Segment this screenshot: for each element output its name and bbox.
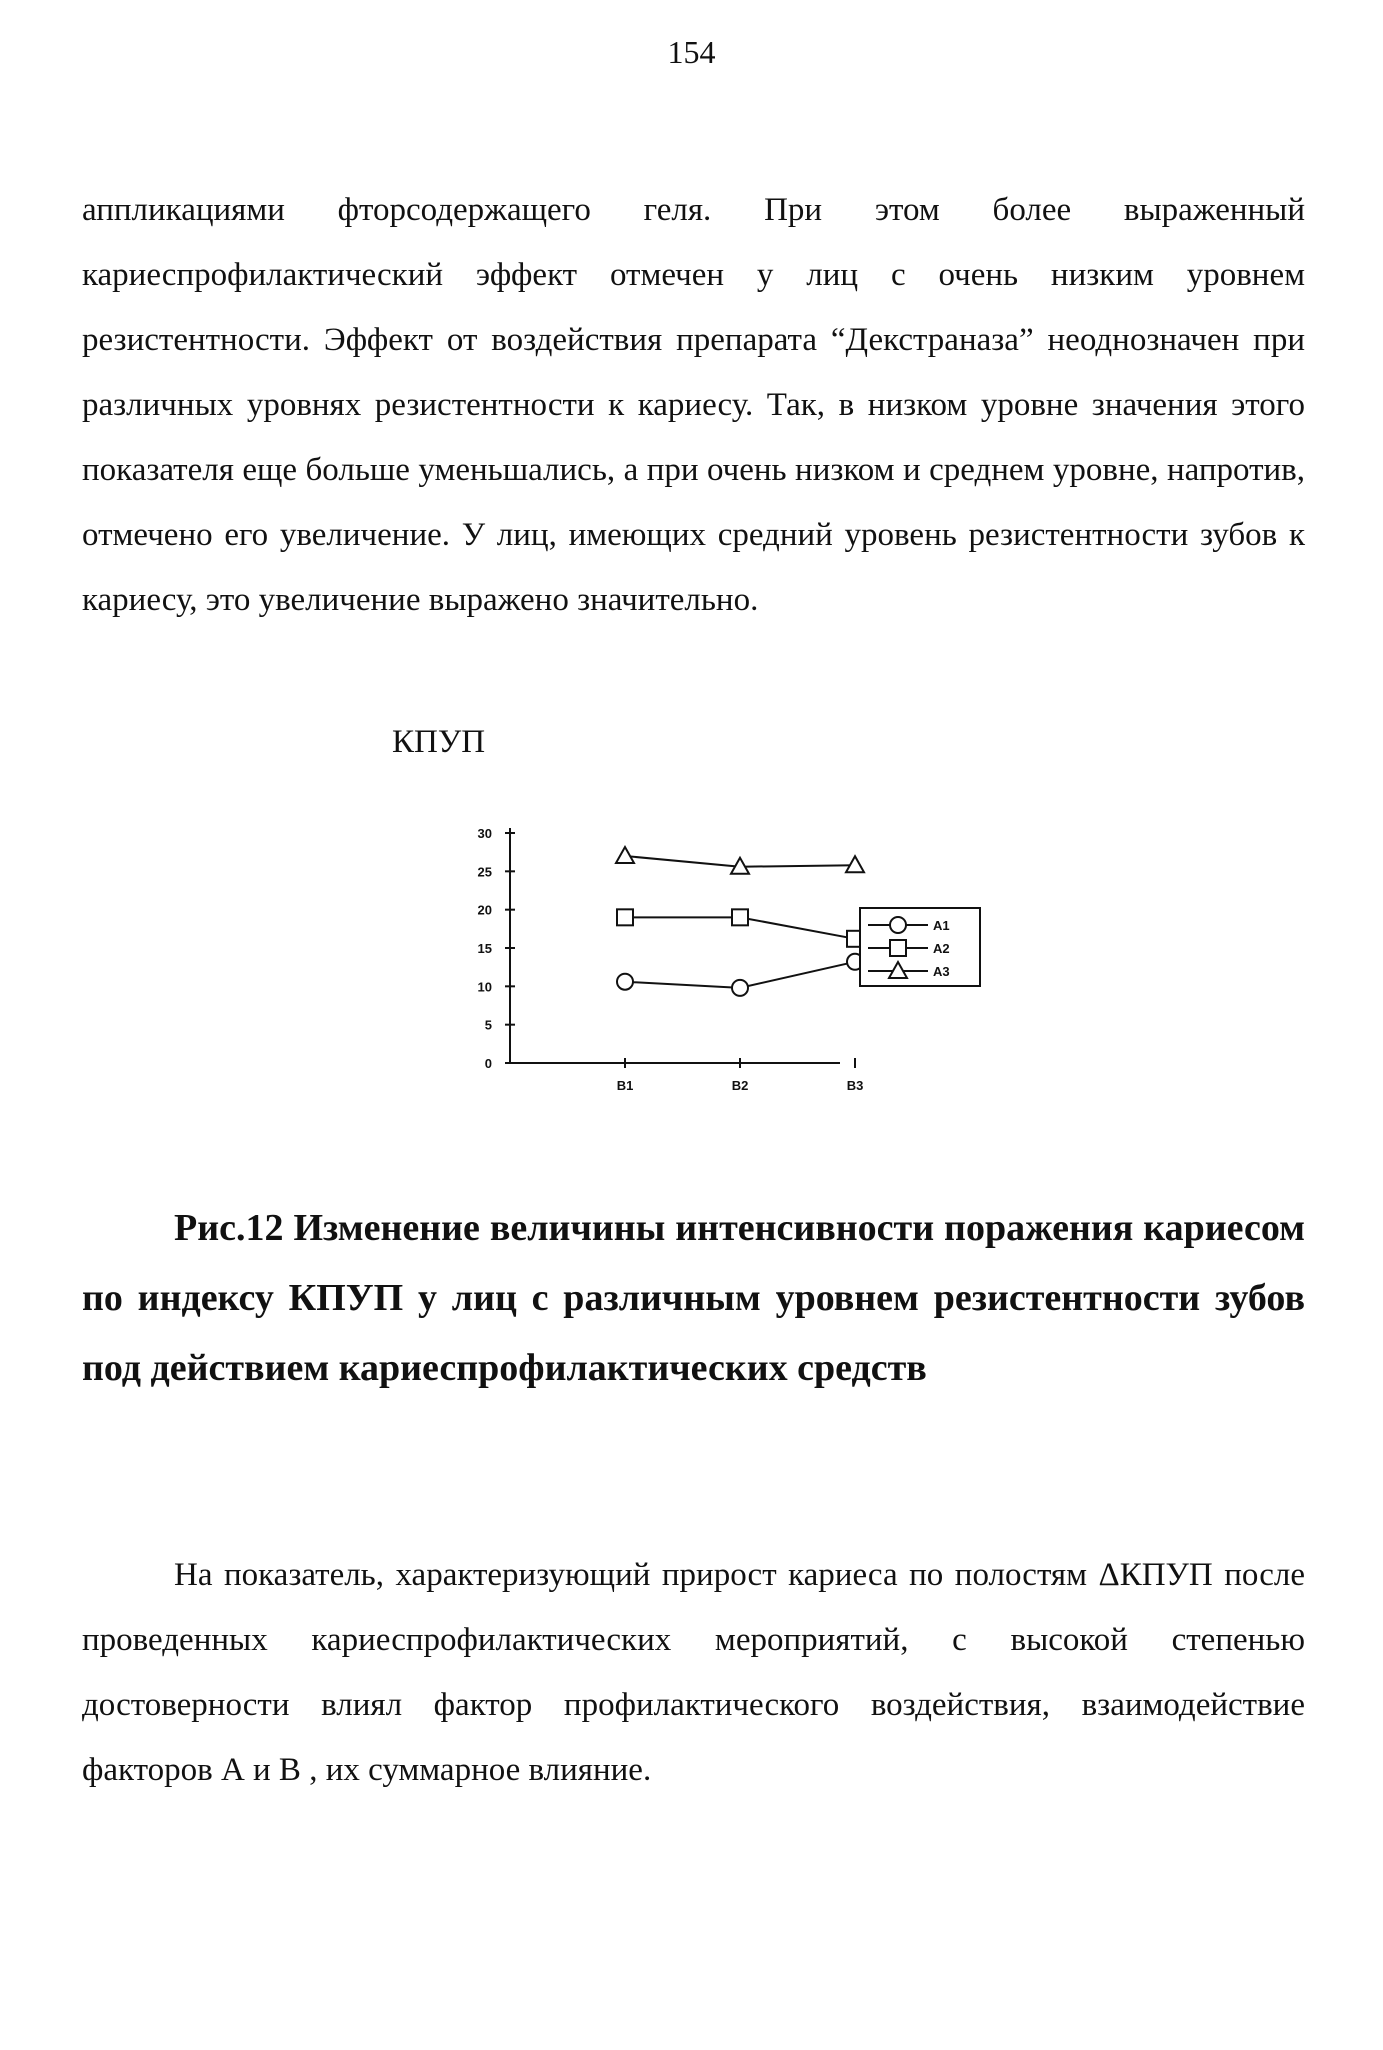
kpup-line-chart xyxy=(450,818,1050,1108)
data-point-a2 xyxy=(617,909,633,925)
x-tick-label: B2 xyxy=(731,1078,749,1093)
data-point-a2 xyxy=(732,909,748,925)
y-tick-label: 5 xyxy=(484,1017,492,1033)
figure-caption xyxy=(82,1193,1305,1403)
y-tick-label: 15 xyxy=(477,941,492,956)
data-point-a3 xyxy=(616,847,634,863)
figure-caption-label: Рис.12 xyxy=(174,1207,284,1249)
legend-label-a1: A1 xyxy=(933,918,950,933)
chart-legend xyxy=(860,908,980,986)
x-tick-label: B3 xyxy=(846,1078,864,1093)
figure-caption-text: Изменение величины интенсивности поражения кариесом по индексу КПУП у лиц с различным уровнем резистентности зубов под действием кариеспрофилактических средств xyxy=(82,1207,1306,1389)
body-paragraph-2 xyxy=(82,1543,1305,1803)
y-tick-label: 10 xyxy=(477,979,492,995)
chart-y-axis-label: КПУП xyxy=(392,724,486,760)
legend-marker-a2 xyxy=(890,940,906,956)
data-point-a1 xyxy=(732,980,748,996)
legend-label-a2: A2 xyxy=(933,941,950,956)
body-paragraph-1: аппликациями фторсодержащего геля. При этом более выраженный кариеспрофилактический эффект отмечен у лиц с очень низким уровнем резистентности. Эффект от воздействия препарата “Декстраназа” неоднозначен при различных уровнях резистентности к кариесу. Так, в низком уровне значения этого показателя еще больше уменьшались, а при очень низком и среднем уровне, напротив, отмечено его увеличение. У лиц, имеющих средний уровень резистентности зубов к кариесу, это увеличение выражено значительно. xyxy=(82,192,1305,618)
y-tick-label: 0 xyxy=(484,1056,492,1071)
data-point-a3 xyxy=(846,856,864,872)
y-tick-label: 20 xyxy=(477,902,492,918)
data-point-a1 xyxy=(617,974,633,990)
page-number: 154 xyxy=(667,34,716,70)
body-paragraph-2-text: На показатель, характеризующий прирост кариеса по полостям ΔКПУП после проведенных кариеспрофилактических мероприятий, с высокой степенью достоверности влиял фактор профилактического воздействия, взаимодействие факторов А и В , их суммарное влияние. xyxy=(82,1557,1305,1788)
x-tick-label: B1 xyxy=(616,1078,634,1093)
series-layer xyxy=(616,847,864,996)
y-tick-label: 30 xyxy=(477,826,492,841)
legend-label-a3: A3 xyxy=(933,964,950,979)
legend-marker-a1 xyxy=(890,917,906,933)
y-tick-label: 25 xyxy=(477,864,492,880)
